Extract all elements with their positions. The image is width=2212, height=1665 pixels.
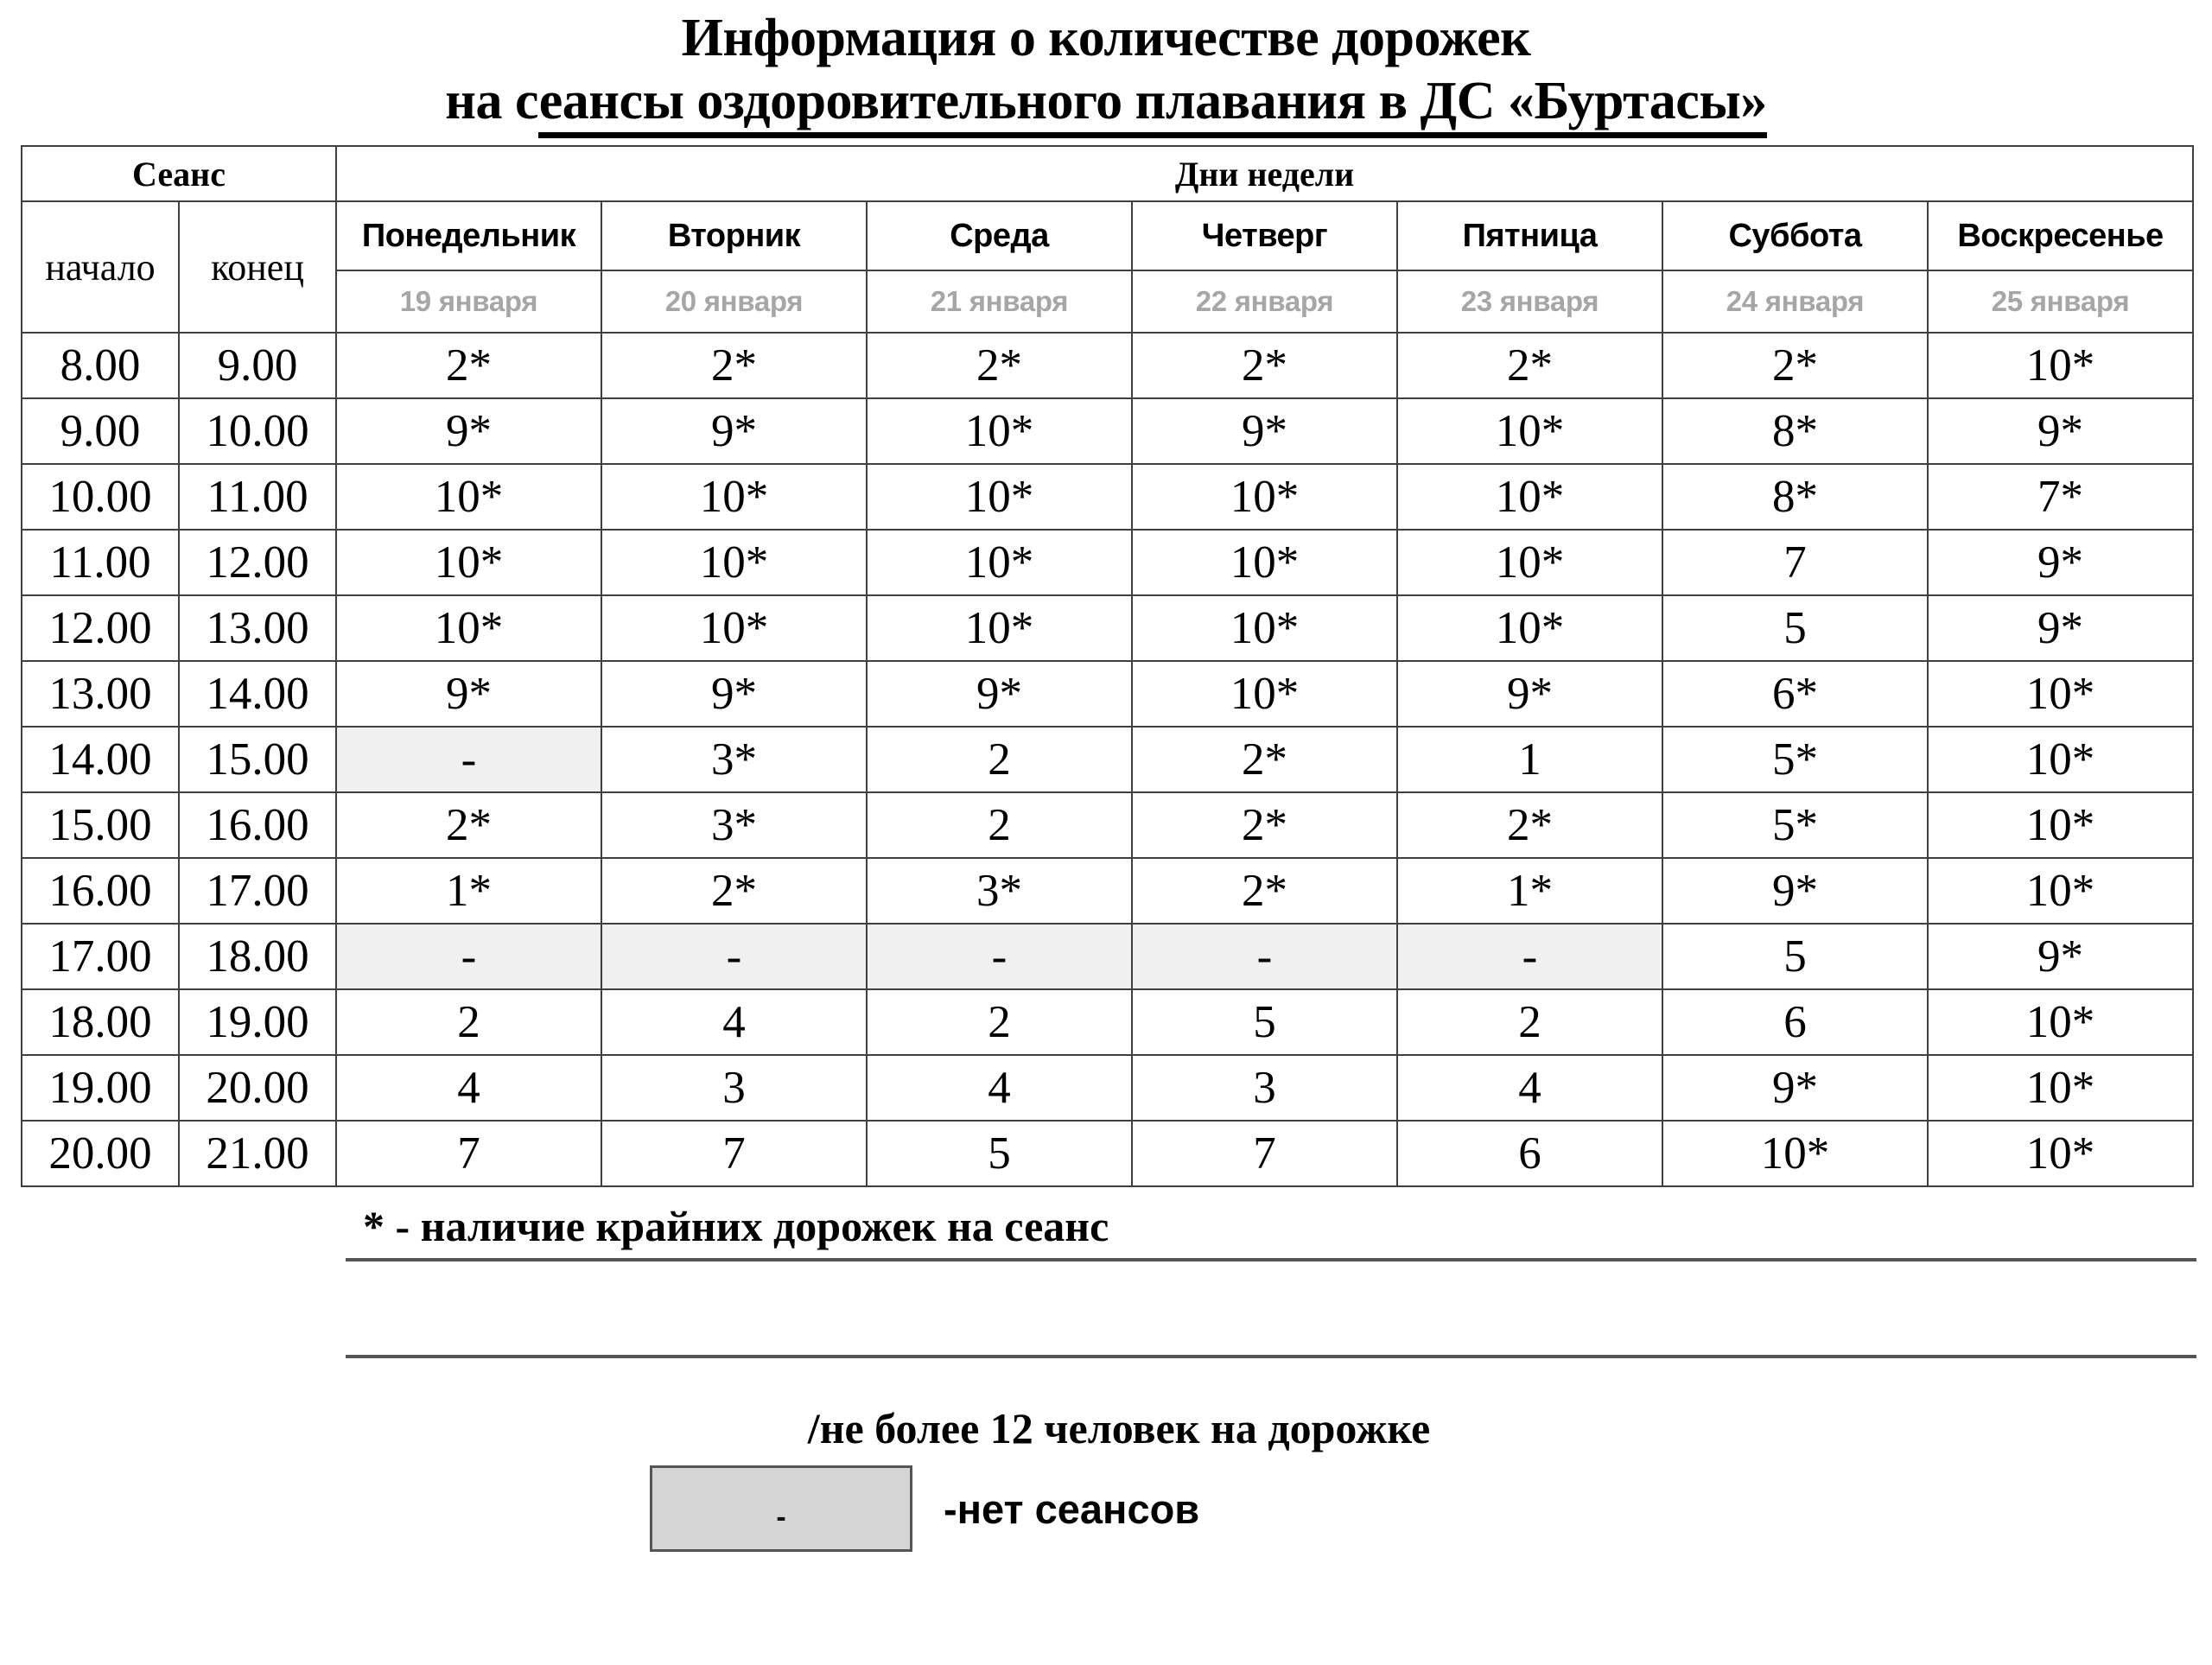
header-date-saturday: 24 января <box>1662 270 1928 333</box>
cell-lanes: 10* <box>1397 398 1662 464</box>
cell-lanes: 2* <box>1662 333 1928 398</box>
divider-1 <box>346 1258 2196 1261</box>
cell-lanes: 5 <box>1132 989 1397 1055</box>
cell-session-end: 11.00 <box>179 464 336 530</box>
table-row <box>22 398 2193 464</box>
cell-lanes: 7* <box>1928 464 2193 530</box>
cell-lanes: 9* <box>1132 398 1397 464</box>
header-days-group: Дни недели <box>336 146 2193 201</box>
header-day-wednesday: Среда <box>867 201 1132 270</box>
cell-lanes: 7 <box>601 1121 867 1186</box>
table-row <box>22 1121 2193 1186</box>
cell-lanes: 10* <box>1397 595 1662 661</box>
cell-lanes: 10* <box>1397 464 1662 530</box>
header-col-end: конец <box>179 201 336 333</box>
cell-lanes: 5 <box>1662 924 1928 989</box>
cell-lanes: 1* <box>336 858 601 924</box>
title-line-2-text: на сеансы оздоровительного плавания в ДС «Буртасы» <box>445 72 1767 131</box>
cell-session-end: 16.00 <box>179 792 336 858</box>
cell-lanes: 9* <box>601 661 867 727</box>
cell-lanes: 2* <box>336 333 601 398</box>
cell-lanes: 2* <box>601 858 867 924</box>
cell-lanes: 10* <box>867 464 1132 530</box>
title-line-2-wrap <box>0 70 2212 135</box>
cell-lanes: 2* <box>1132 858 1397 924</box>
cell-lanes: 10* <box>1662 1121 1928 1186</box>
cell-lanes: 10* <box>1928 858 2193 924</box>
cell-lanes: 2* <box>601 333 867 398</box>
cell-lanes: 4 <box>336 1055 601 1121</box>
header-date-wednesday: 21 января <box>867 270 1132 333</box>
cell-lanes: 10* <box>867 595 1132 661</box>
cell-lanes: 7 <box>1132 1121 1397 1186</box>
footnote-row <box>0 1201 2212 1251</box>
cell-session-end: 14.00 <box>179 661 336 727</box>
table-row <box>22 989 2193 1055</box>
cell-session-start: 9.00 <box>22 398 179 464</box>
table-row <box>22 661 2193 727</box>
cell-lanes: 9* <box>336 398 601 464</box>
cell-lanes: 2* <box>1397 792 1662 858</box>
cell-lanes: 10* <box>1928 333 2193 398</box>
cell-lanes: - <box>867 924 1132 989</box>
cell-session-start: 18.00 <box>22 989 179 1055</box>
cell-session-start: 15.00 <box>22 792 179 858</box>
header-day-thursday: Четверг <box>1132 201 1397 270</box>
cell-lanes: 10* <box>336 595 601 661</box>
header-date-tuesday: 20 января <box>601 270 867 333</box>
table-head-dayname-row <box>22 201 2193 270</box>
cell-lanes: 10* <box>1928 792 2193 858</box>
cell-lanes: 7 <box>336 1121 601 1186</box>
header-day-monday: Понедельник <box>336 201 601 270</box>
cell-session-start: 12.00 <box>22 595 179 661</box>
cell-lanes: - <box>1132 924 1397 989</box>
cell-lanes: 9* <box>1928 595 2193 661</box>
legend-swatch-no-session <box>650 1465 912 1552</box>
cell-lanes: 9* <box>1662 858 1928 924</box>
cell-lanes: 5* <box>1662 727 1928 792</box>
cell-lanes: 9* <box>601 398 867 464</box>
cell-lanes: 2* <box>1397 333 1662 398</box>
cell-lanes: 10* <box>1132 595 1397 661</box>
cell-lanes: - <box>336 727 601 792</box>
header-day-saturday: Суббота <box>1662 201 1928 270</box>
cell-lanes: 6 <box>1662 989 1928 1055</box>
cell-lanes: 3* <box>601 792 867 858</box>
table-row <box>22 464 2193 530</box>
cell-session-end: 12.00 <box>179 530 336 595</box>
cell-lanes: 5 <box>867 1121 1132 1186</box>
table-body <box>22 333 2193 1186</box>
cell-lanes: 4 <box>1397 1055 1662 1121</box>
cell-lanes: 2 <box>336 989 601 1055</box>
cell-lanes: 8* <box>1662 464 1928 530</box>
table-row <box>22 858 2193 924</box>
cell-session-end: 18.00 <box>179 924 336 989</box>
cell-lanes: 9* <box>1928 924 2193 989</box>
cell-lanes: 2* <box>1132 792 1397 858</box>
page-title <box>0 0 2212 135</box>
header-col-start: начало <box>22 201 179 333</box>
cell-lanes: 5* <box>1662 792 1928 858</box>
cell-lanes: 9* <box>336 661 601 727</box>
cell-lanes: 9* <box>1662 1055 1928 1121</box>
cell-lanes: 3* <box>601 727 867 792</box>
cell-session-start: 13.00 <box>22 661 179 727</box>
cell-lanes: 2 <box>1397 989 1662 1055</box>
cell-session-end: 21.00 <box>179 1121 336 1186</box>
cell-lanes: - <box>336 924 601 989</box>
cell-lanes: 10* <box>601 464 867 530</box>
header-date-thursday: 22 января <box>1132 270 1397 333</box>
cell-lanes: 10* <box>601 530 867 595</box>
cell-lanes: 5 <box>1662 595 1928 661</box>
cell-session-end: 13.00 <box>179 595 336 661</box>
legend-label-no-session: -нет сеансов <box>944 1485 1200 1532</box>
table-row <box>22 595 2193 661</box>
cell-lanes: 1 <box>1397 727 1662 792</box>
cell-session-start: 16.00 <box>22 858 179 924</box>
legend <box>0 1465 2212 1552</box>
cell-session-start: 14.00 <box>22 727 179 792</box>
title-underline <box>538 132 1766 138</box>
cell-lanes: 10* <box>1132 530 1397 595</box>
table-row <box>22 530 2193 595</box>
cell-lanes: 9* <box>1928 398 2193 464</box>
table-row <box>22 333 2193 398</box>
cell-lanes: 2* <box>1132 727 1397 792</box>
title-line-1: Информация о количестве дорожек <box>681 9 1531 67</box>
cell-lanes: 10* <box>336 464 601 530</box>
cell-lanes: 2* <box>336 792 601 858</box>
cell-lanes: 10* <box>1928 661 2193 727</box>
schedule-table-wrap <box>0 145 2212 1187</box>
cell-session-end: 20.00 <box>179 1055 336 1121</box>
cell-lanes: 10* <box>1397 530 1662 595</box>
cell-lanes: 10* <box>867 398 1132 464</box>
cell-lanes: 6 <box>1397 1121 1662 1186</box>
cell-session-start: 8.00 <box>22 333 179 398</box>
cell-lanes: 4 <box>601 989 867 1055</box>
header-day-friday: Пятница <box>1397 201 1662 270</box>
table-head-group-row <box>22 146 2193 201</box>
capacity-note-text: /не более 12 человек на дорожке <box>807 1404 1431 1453</box>
cell-lanes: 10* <box>1132 464 1397 530</box>
header-session-group: Сеанс <box>22 146 336 201</box>
cell-session-start: 17.00 <box>22 924 179 989</box>
cell-lanes: 10* <box>601 595 867 661</box>
cell-lanes: 10* <box>1928 989 2193 1055</box>
cell-lanes: 9* <box>1928 530 2193 595</box>
title-line-2 <box>445 70 1766 135</box>
header-day-tuesday: Вторник <box>601 201 867 270</box>
cell-lanes: 2* <box>867 333 1132 398</box>
cell-session-end: 19.00 <box>179 989 336 1055</box>
cell-session-end: 15.00 <box>179 727 336 792</box>
cell-session-start: 19.00 <box>22 1055 179 1121</box>
cell-lanes: - <box>601 924 867 989</box>
cell-lanes: 2 <box>867 792 1132 858</box>
cell-lanes: 10* <box>1132 661 1397 727</box>
divider-2 <box>346 1355 2196 1358</box>
cell-lanes: 8* <box>1662 398 1928 464</box>
cell-session-start: 11.00 <box>22 530 179 595</box>
cell-lanes: 10* <box>867 530 1132 595</box>
header-date-monday: 19 января <box>336 270 601 333</box>
capacity-note-row <box>0 1403 2212 1453</box>
table-row <box>22 1055 2193 1121</box>
cell-lanes: 10* <box>1928 727 2193 792</box>
cell-lanes: 10* <box>1928 1121 2193 1186</box>
cell-lanes: 2 <box>867 989 1132 1055</box>
cell-session-end: 10.00 <box>179 398 336 464</box>
schedule-table <box>21 145 2194 1187</box>
cell-session-start: 10.00 <box>22 464 179 530</box>
cell-lanes: 1* <box>1397 858 1662 924</box>
cell-lanes: 2 <box>867 727 1132 792</box>
cell-lanes: - <box>1397 924 1662 989</box>
cell-lanes: 4 <box>867 1055 1132 1121</box>
header-day-sunday: Воскресенье <box>1928 201 2193 270</box>
cell-lanes: 10* <box>336 530 601 595</box>
cell-session-start: 20.00 <box>22 1121 179 1186</box>
legend-swatch-dash: - <box>776 1501 786 1535</box>
cell-lanes: 3 <box>601 1055 867 1121</box>
footnote-asterisk-text: * - наличие крайних дорожек на сеанс <box>363 1202 1109 1251</box>
cell-session-end: 17.00 <box>179 858 336 924</box>
cell-lanes: 7 <box>1662 530 1928 595</box>
table-head-daydate-row <box>22 270 2193 333</box>
cell-lanes: 9* <box>1397 661 1662 727</box>
cell-lanes: 9* <box>867 661 1132 727</box>
table-row <box>22 792 2193 858</box>
header-date-sunday: 25 января <box>1928 270 2193 333</box>
table-row <box>22 924 2193 989</box>
cell-lanes: 10* <box>1928 1055 2193 1121</box>
cell-lanes: 2* <box>1132 333 1397 398</box>
cell-lanes: 6* <box>1662 661 1928 727</box>
header-date-friday: 23 января <box>1397 270 1662 333</box>
table-head <box>22 146 2193 333</box>
table-row <box>22 727 2193 792</box>
cell-lanes: 3 <box>1132 1055 1397 1121</box>
cell-session-end: 9.00 <box>179 333 336 398</box>
cell-lanes: 3* <box>867 858 1132 924</box>
